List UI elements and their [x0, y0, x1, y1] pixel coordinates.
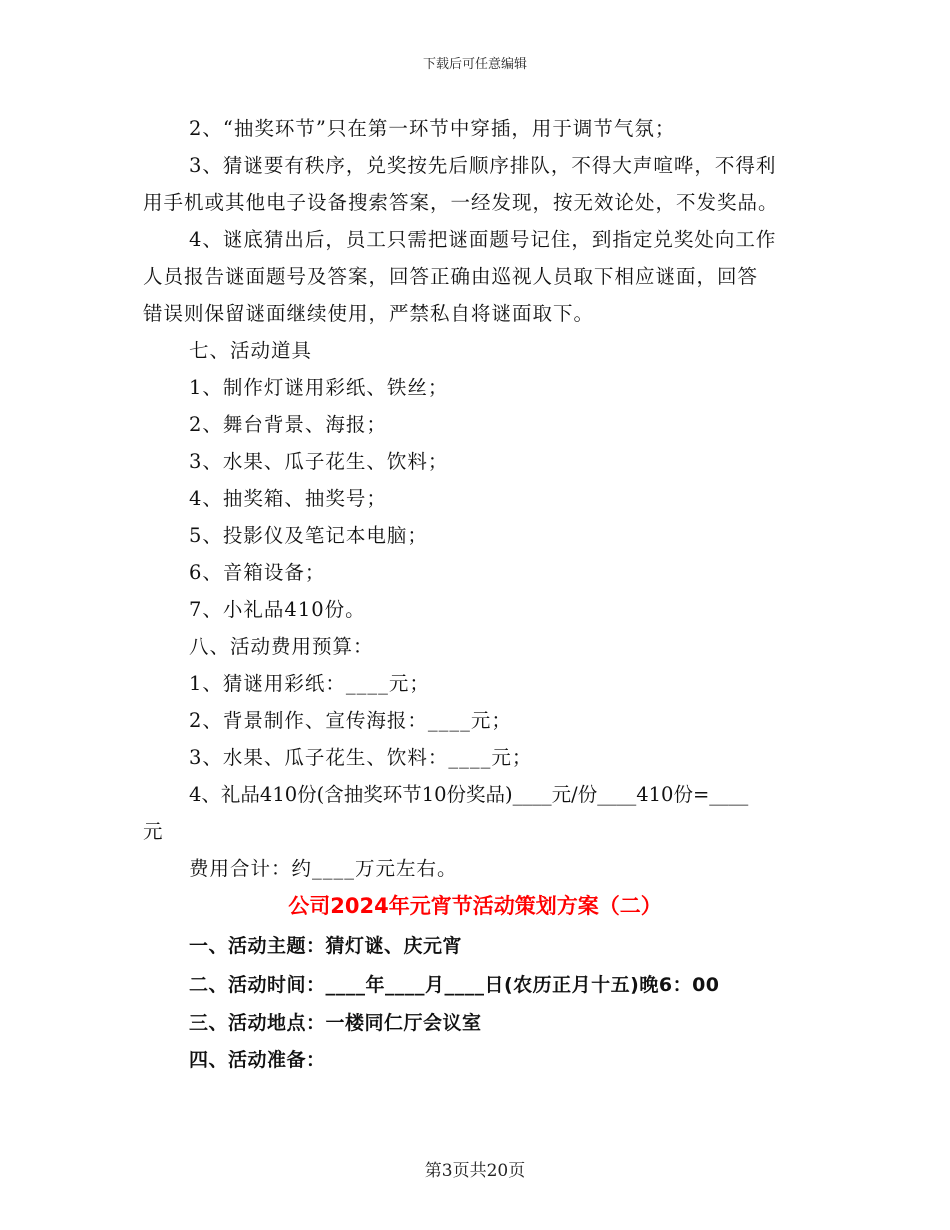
- section-time: 二、活动时间：____年____月____日(农历正月十五)晚6：00: [189, 974, 720, 996]
- props-item-1: 1、制作灯谜用彩纸、铁丝；: [189, 376, 449, 399]
- props-item-7: 7、小礼品410份。: [189, 598, 366, 621]
- props-item-6: 6、音箱设备；: [189, 561, 326, 584]
- props-item-2: 2、舞台背景、海报；: [189, 413, 387, 436]
- props-item-3: 3、水果、瓜子花生、饮料；: [189, 450, 449, 473]
- budget-total: 费用合计：约____万元左右。: [189, 857, 458, 880]
- rule-line-4a: 4、谜底猜出后，员工只需把谜面题号记住，到指定兑奖处向工作: [189, 228, 777, 251]
- page-footer: 第3页共20页: [424, 1161, 526, 1181]
- budget-item-2: 2、背景制作、宣传海报：____元；: [189, 709, 512, 732]
- section-theme: 一、活动主题：猜灯谜、庆元宵: [189, 935, 463, 957]
- heading-props: 七、活动道具: [189, 339, 313, 362]
- rule-line-2: 2、“抽奖环节”只在第一环节中穿插，用于调节气氛；: [189, 117, 676, 140]
- rule-line-3a: 3、猜谜要有秩序，兑奖按先后顺序排队，不得大声喧哗，不得利: [189, 154, 777, 177]
- rule-line-4c: 错误则保留谜面继续使用，严禁私自将谜面取下。: [143, 302, 595, 325]
- rule-line-3b: 用手机或其他电子设备搜索答案，一经发现，按无效论处，不发奖品。: [143, 191, 779, 214]
- budget-item-1: 1、猜谜用彩纸：____元；: [189, 672, 430, 695]
- section-title: 公司2024年元宵节活动策划方案（二）: [288, 894, 662, 918]
- props-item-5: 5、投影仪及笔记本电脑；: [189, 524, 428, 547]
- rule-line-4b: 人员报告谜面题号及答案，回答正确由巡视人员取下相应谜面，回答: [143, 265, 759, 288]
- page-header: 下载后可任意编辑: [422, 57, 527, 72]
- props-item-4: 4、抽奖箱、抽奖号；: [189, 487, 387, 510]
- heading-budget: 八、活动费用预算：: [189, 635, 374, 658]
- section-preparation: 四、活动准备：: [189, 1049, 326, 1071]
- budget-item-4: 4、礼品410份(含抽奖环节10份奖品)____元/份____410份=____: [189, 783, 749, 806]
- budget-item-4-cont: 元: [143, 820, 164, 843]
- section-location: 三、活动地点：一楼同仁厅会议室: [189, 1012, 482, 1034]
- budget-item-3: 3、水果、瓜子花生、饮料：____元；: [189, 746, 533, 769]
